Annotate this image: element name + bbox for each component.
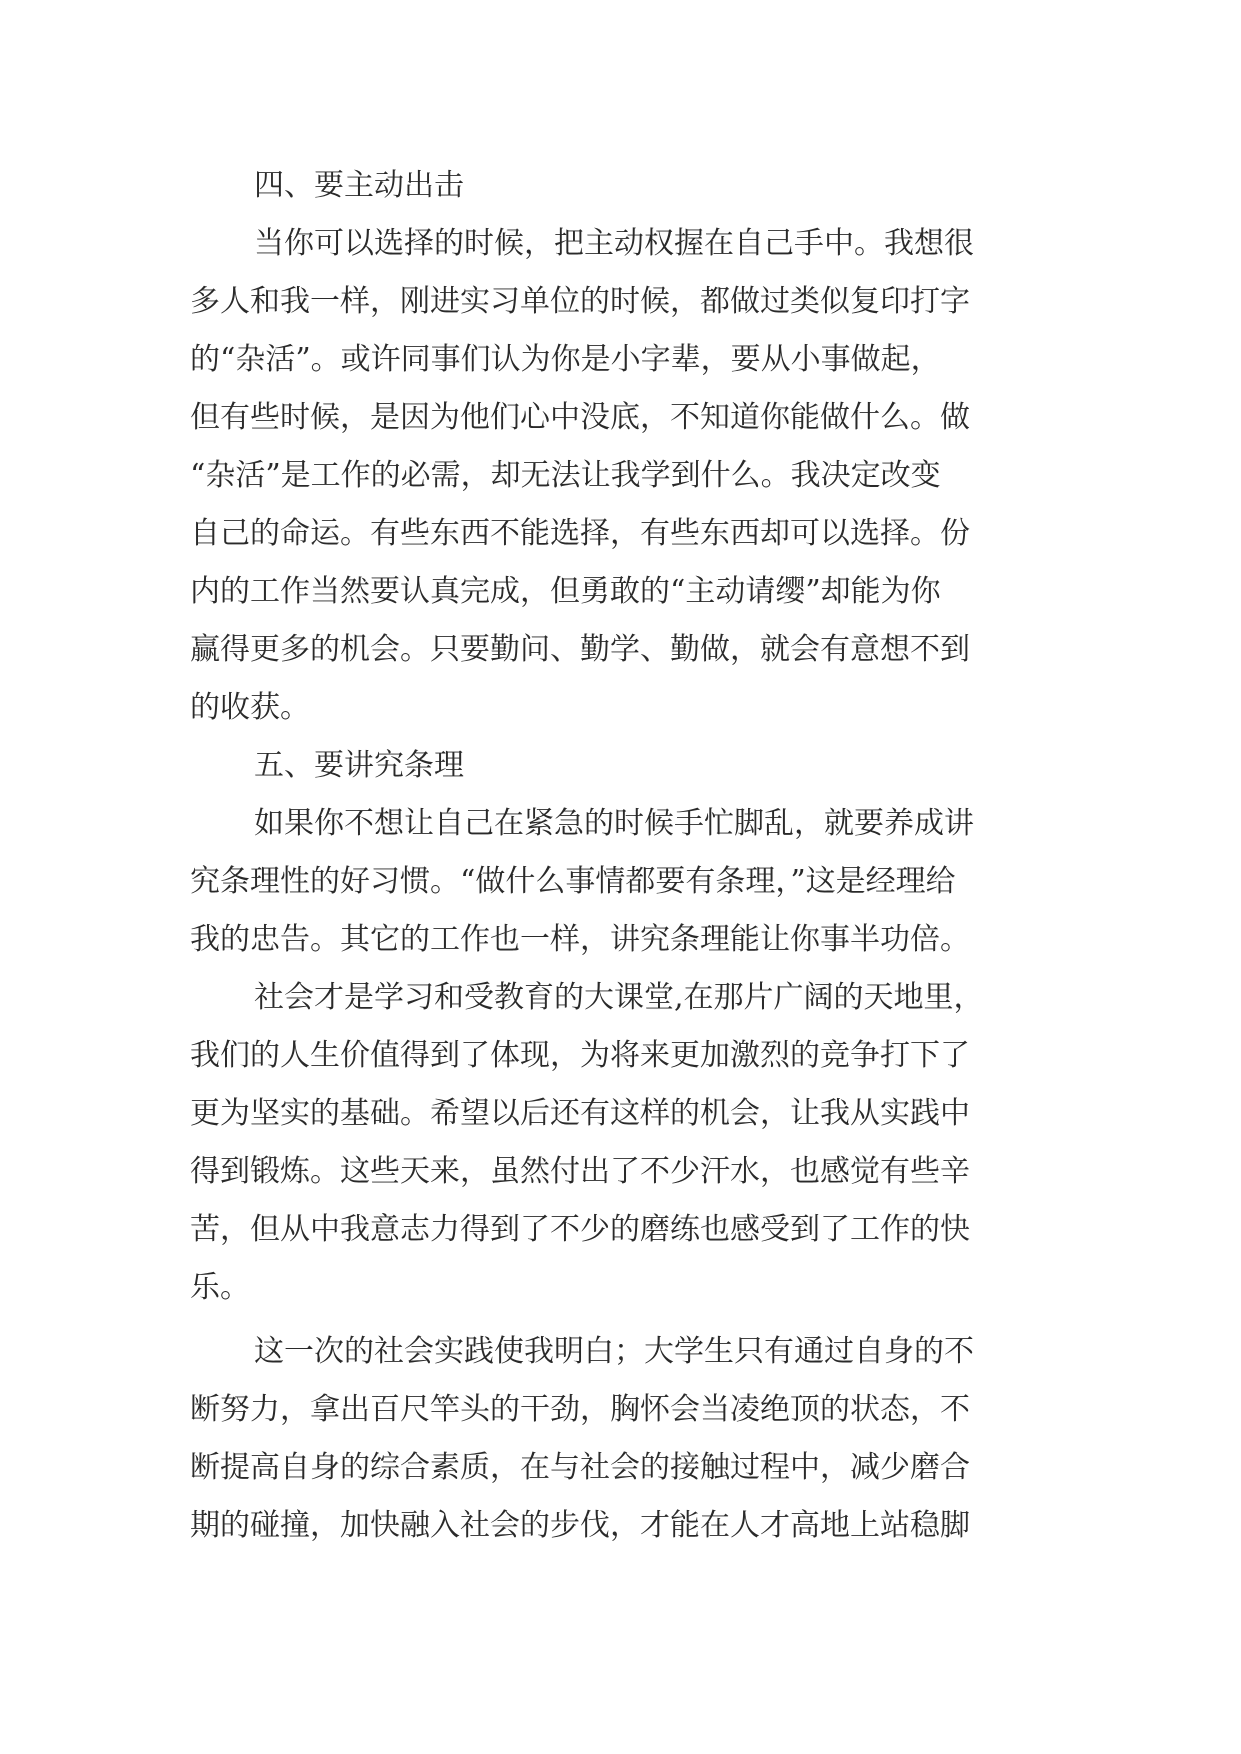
paragraph-line: 多人和我一样，刚进实习单位的时候，都做过类似复印打字 — [190, 284, 970, 319]
paragraph-line: 更为坚实的基础。希望以后还有这样的机会，让我从实践中 — [190, 1096, 970, 1131]
paragraph-line: 我们的人生价值得到了体现，为将来更加激烈的竞争打下了 — [190, 1038, 970, 1073]
paragraph-line: 我的忠告。其它的工作也一样，讲究条理能让你事半功倍。 — [190, 922, 970, 957]
paragraph-line: 当你可以选择的时候，把主动权握在自己手中。我想很 — [254, 226, 974, 261]
paragraph-line: 乐。 — [190, 1270, 250, 1305]
paragraph-line: 苦，但从中我意志力得到了不少的磨练也感受到了工作的快 — [190, 1212, 970, 1247]
document-body — [190, 157, 1060, 1555]
paragraph-line: 自己的命运。有些东西不能选择，有些东西却可以选择。份 — [190, 516, 970, 551]
paragraph-line: 但有些时候，是因为他们心中没底，不知道你能做什么。做 — [190, 400, 970, 435]
paragraph-line: 赢得更多的机会。只要勤问、勤学、勤做，就会有意想不到 — [190, 632, 970, 667]
paragraph-line: “杂活”是工作的必需，却无法让我学到什么。我决定改变 — [190, 458, 941, 493]
paragraph-line: 断提高自身的综合素质，在与社会的接触过程中，减少磨合 — [190, 1450, 970, 1485]
paragraph-line: 内的工作当然要认真完成，但勇敢的“主动请缨”却能为你 — [190, 574, 941, 609]
paragraph-line: 如果你不想让自己在紧急的时候手忙脚乱，就要养成讲 — [254, 806, 974, 841]
paragraph-line: 究条理性的好习惯。“做什么事情都要有条理，”这是经理给 — [190, 864, 956, 899]
paragraph-line: 社会才是学习和受教育的大课堂,在那片广阔的天地里， — [254, 980, 984, 1015]
paragraph-line: 的收获。 — [190, 690, 310, 725]
paragraph-line: 得到锻炼。这些天来，虽然付出了不少汗水，也感觉有些辛 — [190, 1154, 970, 1189]
paragraph-line: 的“杂活”。或许同事们认为你是小字辈，要从小事做起， — [190, 342, 941, 377]
section-heading: 四、要主动出击 — [254, 168, 464, 203]
paragraph-line: 这一次的社会实践使我明白；大学生只有通过自身的不 — [254, 1334, 974, 1369]
paragraph-line: 期的碰撞，加快融入社会的步伐，才能在人才高地上站稳脚 — [190, 1508, 970, 1543]
paragraph-line: 断努力，拿出百尺竿头的干劲，胸怀会当凌绝顶的状态，不 — [190, 1392, 970, 1427]
section-heading: 五、要讲究条理 — [254, 748, 464, 783]
